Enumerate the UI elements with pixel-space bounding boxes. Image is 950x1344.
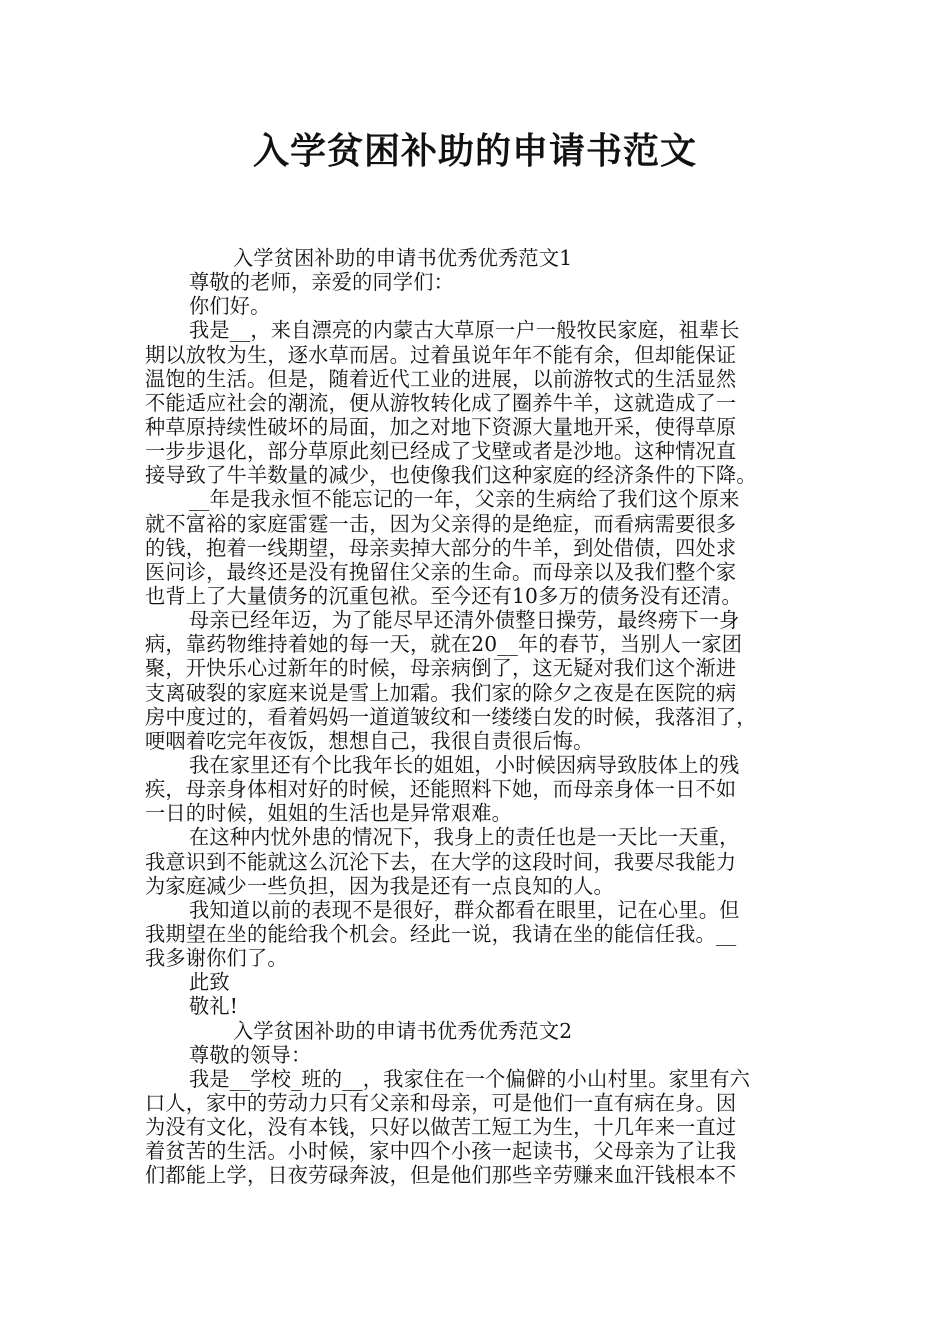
document-title: 入学贫困补助的申请书范文 xyxy=(252,131,697,172)
text-line: 一步步退化，部分草原此刻已经成了戈壁或者是沙地。这种情况直 xyxy=(145,439,737,464)
text-line: 我意识到不能就这么沉沦下去，在大学的这段时间，我要尽我能力 xyxy=(145,849,737,874)
text-line: 接导致了牛羊数量的减少，也使像我们这种家庭的经济条件的下降。 xyxy=(145,463,757,488)
text-line: 入学贫困补助的申请书优秀优秀范文1 xyxy=(233,246,573,270)
text-line: 支离破裂的家庭来说是雪上加霜。我们家的除夕之夜是在医院的病 xyxy=(145,680,737,705)
text-line: 在这种内忧外患的情况下，我身上的责任也是一天比一天重， xyxy=(189,825,740,850)
text-line: 敬礼! xyxy=(189,994,239,1019)
text-line: 就不富裕的家庭雷霆一击，因为父亲得的是绝症，而看病需要很多 xyxy=(145,511,737,536)
text-line: 一日的时候，姐姐的生活也是异常艰难。 xyxy=(145,801,512,826)
text-line: 不能适应社会的潮流，便从游牧转化成了圈养牛羊，这就造成了一 xyxy=(145,390,737,415)
text-line: 尊敬的老师，亲爱的同学们： xyxy=(189,270,455,295)
text-line: 着贫苦的生活。小时候，家中四个小孩一起读书，父母亲为了让我 xyxy=(145,1139,737,1164)
text-line: 入学贫困补助的申请书优秀优秀范文2 xyxy=(233,1018,573,1043)
text-line: 病，靠药物维持着她的每一天，就在20__年的春节，当别人一家团 xyxy=(145,632,743,657)
text-line: 的钱，抱着一线期望，母亲卖掉大部分的牛羊，到处借债，四处求 xyxy=(145,535,737,560)
text-line: 房中度过的，看着妈妈一道道皱纹和一缕缕白发的时候，我落泪了， xyxy=(145,704,757,729)
text-line: 医问诊，最终还是没有挽留住父亲的生命。而母亲以及我们整个家 xyxy=(145,559,737,584)
text-line: 你们好。 xyxy=(189,294,271,319)
text-line: 们都能上学，日夜劳碌奔波，但是他们那些辛劳赚来血汗钱根本不 xyxy=(145,1163,737,1188)
text-line: 母亲已经年迈，为了能尽早还清外债整日操劳，最终痨下一身 xyxy=(189,608,740,633)
text-line: __年是我永恒不能忘记的一年，父亲的生病给了我们这个原来 xyxy=(189,487,740,512)
text-line: 此致 xyxy=(189,970,230,995)
text-line: 哽咽着吃完年夜饭，想想自己，我很自责很后悔。 xyxy=(145,728,594,753)
text-line: 尊敬的领导： xyxy=(189,1042,312,1067)
text-line: 种草原持续性破坏的局面，加之对地下资源大量地开采，使得草原 xyxy=(145,414,737,439)
text-line: 口人，家中的劳动力只有父亲和母亲，可是他们一直有病在身。因 xyxy=(145,1090,737,1115)
document-body xyxy=(145,246,809,1187)
text-line: 温饱的生活。但是，随着近代工业的进展，以前游牧式的生活显然 xyxy=(145,366,737,391)
text-line: 我多谢你们了。 xyxy=(145,946,288,971)
text-line: 期以放牧为生，逐水草而居。过着虽说年年不能有余，但却能保证 xyxy=(145,342,737,367)
text-line: 也背上了大量债务的沉重包袱。至今还有10多万的债务没有还清。 xyxy=(145,583,742,608)
text-line: 聚，开快乐心过新年的时候，母亲病倒了，这无疑对我们这个渐进 xyxy=(145,656,737,681)
text-line: 我知道以前的表现不是很好，群众都看在眼里，记在心里。但 xyxy=(189,897,740,922)
text-line: 我在家里还有个比我年长的姐姐，小时候因病导致肢体上的残 xyxy=(189,752,740,777)
text-line: 我期望在坐的能给我个机会。经此一说，我请在坐的能信任我。__ xyxy=(145,921,737,946)
text-line: 为家庭减少一些负担，因为我是还有一点良知的人。 xyxy=(145,873,614,898)
text-line: 为没有文化，没有本钱，只好以做苦工短工为生，十几年来一直过 xyxy=(145,1115,737,1140)
text-line: 疾，母亲身体相对好的时候，还能照料下她，而母亲身体一日不如 xyxy=(145,777,737,802)
text-line: 我是__学校_班的__，我家住在一个偏僻的小山村里。家里有六 xyxy=(189,1066,751,1091)
text-line: 我是__，来自漂亮的内蒙古大草原一户一般牧民家庭，祖辈长 xyxy=(189,318,740,343)
